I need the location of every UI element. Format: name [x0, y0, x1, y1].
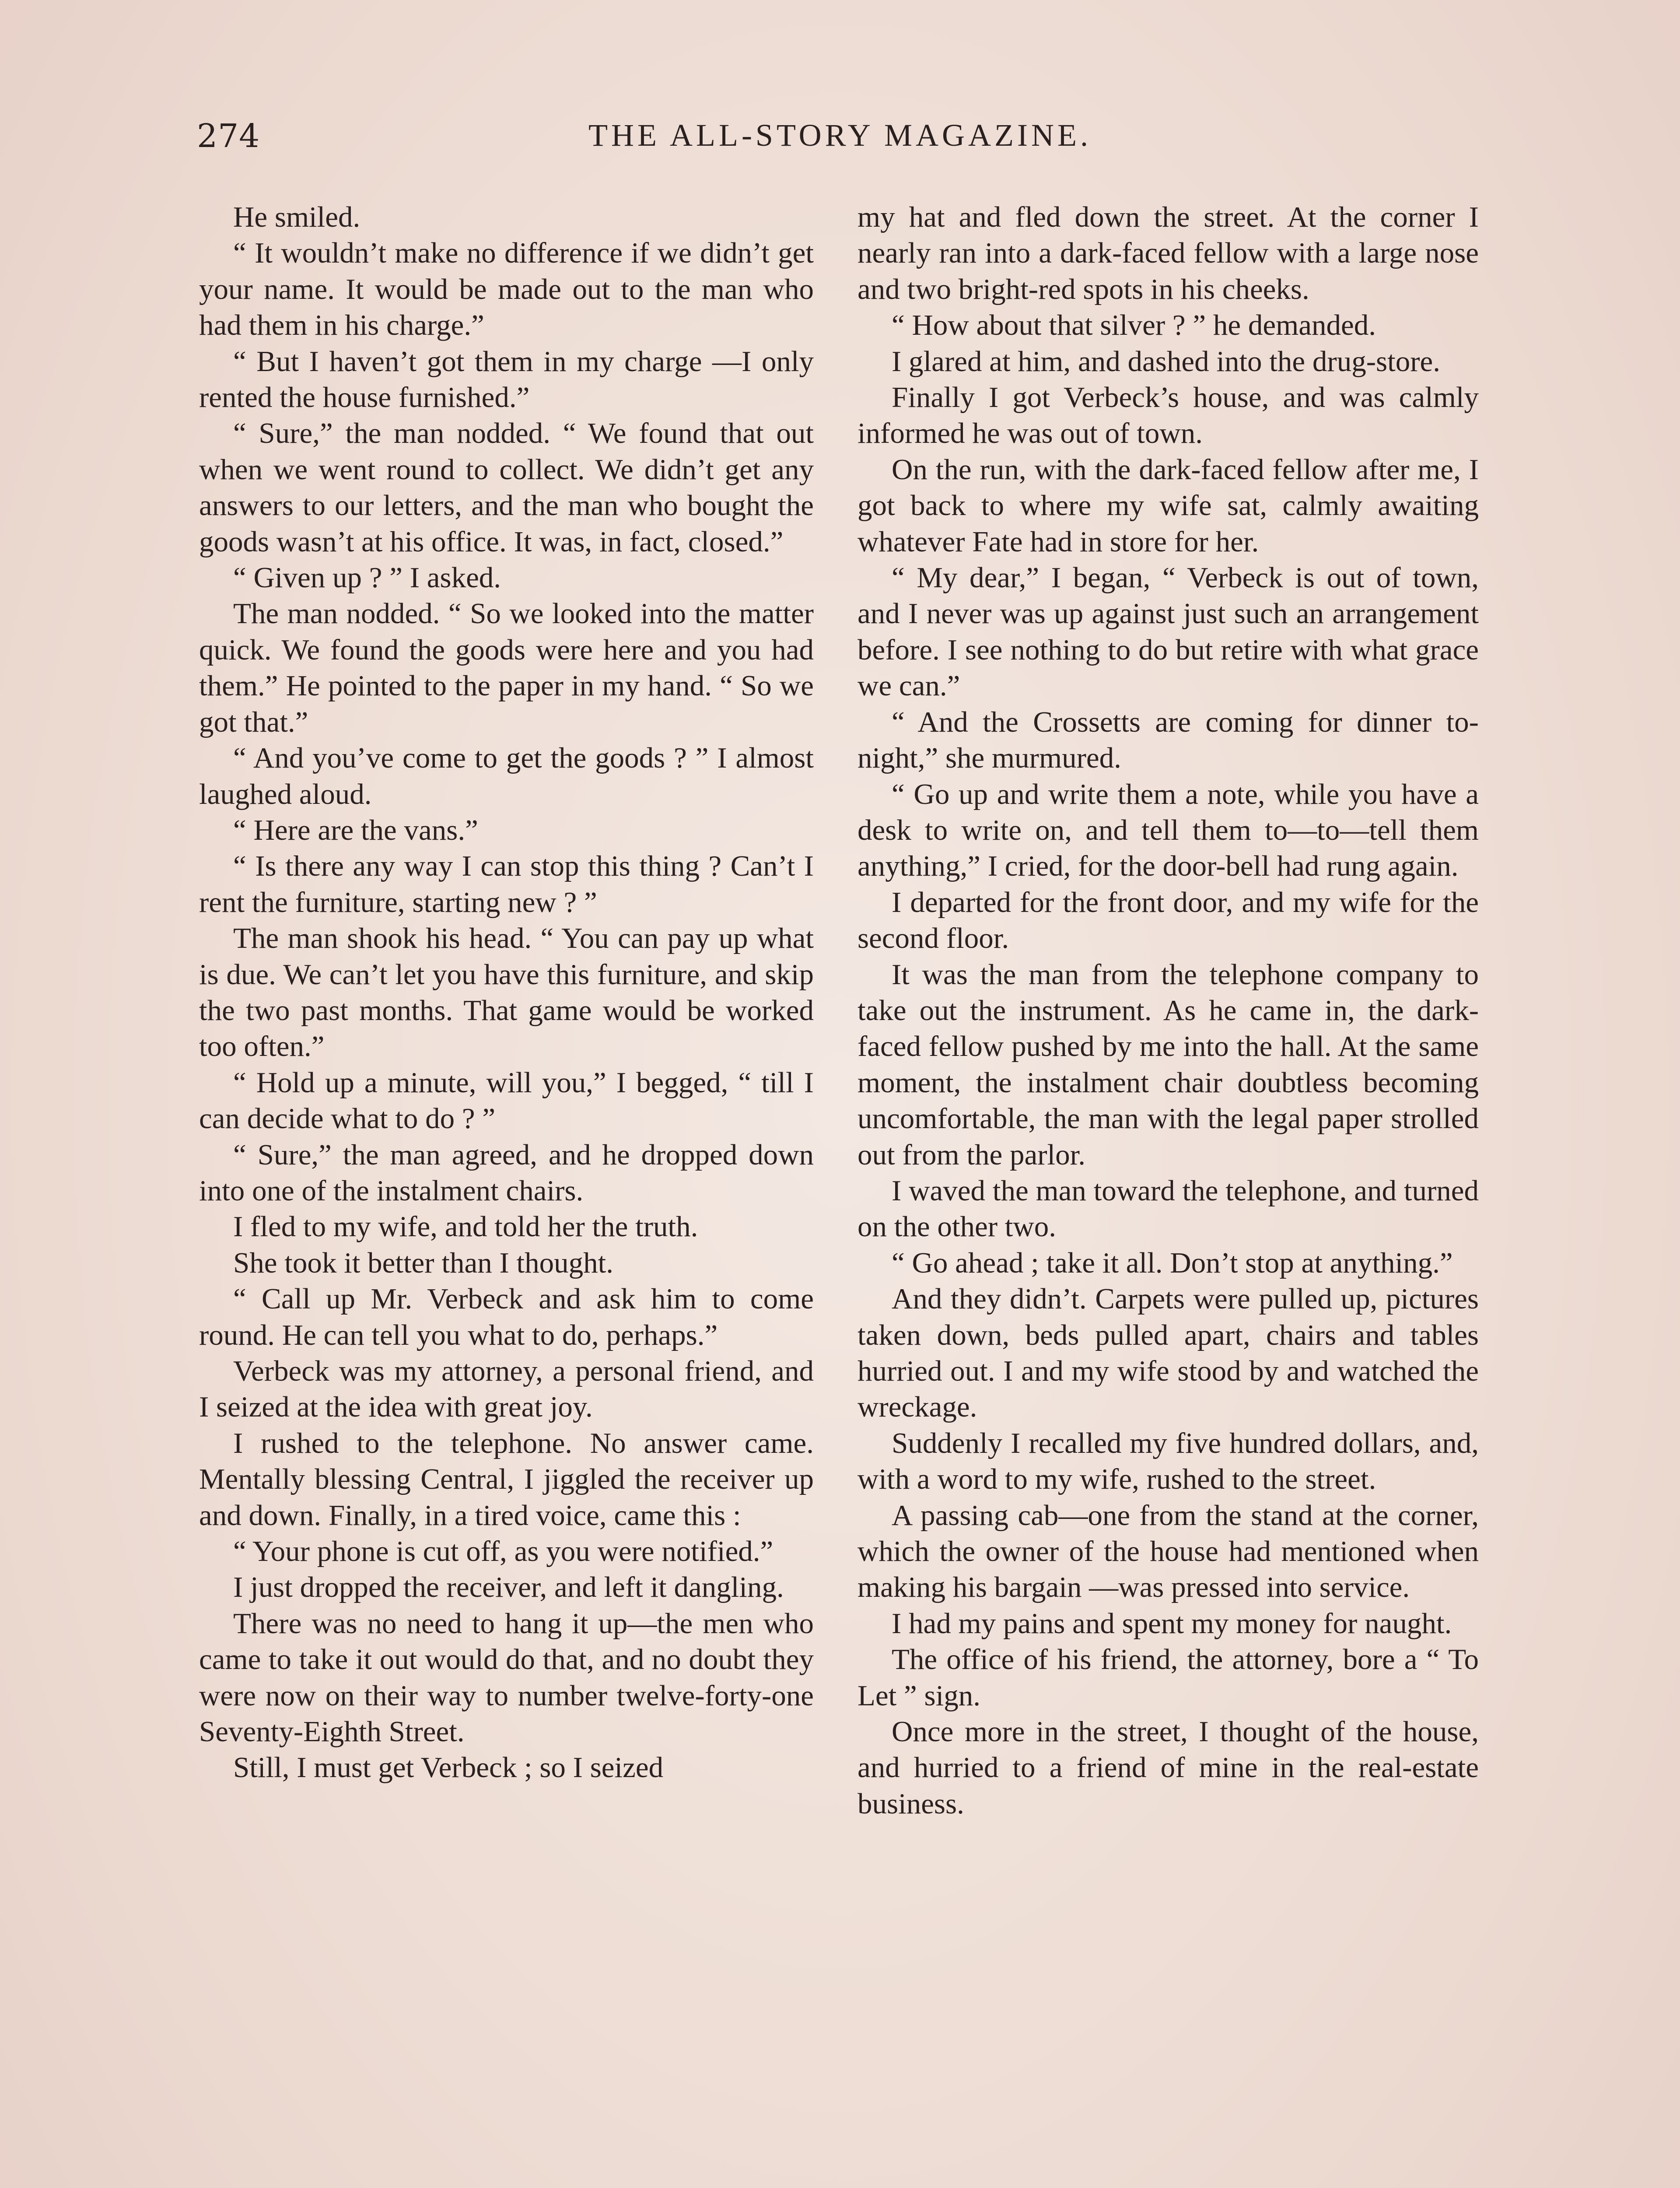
paragraph: And they didn’t. Carpets were pulled up, pictures taken down, beds pulled apart, chairs and tables hurried out. I and my wife stood by and watched the wreckage.: [858, 1283, 1479, 1424]
paragraph: A passing cab—one from the stand at the corner, which the owner of the house had mentioned when making his bargain —was pressed into service.: [858, 1499, 1479, 1604]
paragraph: It was the man from the telephone company to take out the instrument. As he came in, the dark-faced fellow pushed by me into the hall. At the same moment, the instalment chair doubtless becoming uncomfortable, the man with the legal paper strolled out from the parlor.: [858, 958, 1479, 1171]
paragraph: “ My dear,” I began, “ Verbeck is out of town, and I never was up against just such an arrangement before. I see nothing to do but retire with what grace we can.”: [858, 561, 1479, 702]
paragraph: “ Is there any way I can stop this thing ? Can’t I rent the furniture, starting new ? ”: [199, 850, 814, 919]
paragraph: “ And you’ve come to get the goods ? ” I almost laughed aloud.: [199, 742, 814, 810]
paragraph: Suddenly I recalled my five hundred dollars, and, with a word to my wife, rushed to the street.: [858, 1427, 1479, 1496]
paragraph: “ Hold up a minute, will you,” I begged, “ till I can decide what to do ? ”: [199, 1066, 814, 1135]
paragraph: “ Go ahead ; take it all. Don’t stop at anything.”: [892, 1246, 1453, 1279]
paragraph: I rushed to the telephone. No answer came. Mentally blessing Central, I jiggled the receiver up and down. Finally, in a tired voice, came this :: [199, 1427, 814, 1532]
paragraph: On the run, with the dark-faced fellow after me, I got back to where my wife sat, calmly awaiting whatever Fate had in store for her.: [858, 453, 1479, 558]
paragraph: “ But I haven’t got them in my charge —I only rented the house furnished.”: [199, 345, 814, 414]
paragraph: “ How about that silver ? ” he demanded.: [892, 309, 1376, 342]
paragraph: The man shook his head. “ You can pay up what is due. We can’t let you have this furniture, and skip the two past months. That game would be worked too often.”: [199, 922, 814, 1063]
paragraph: I waved the man toward the telephone, and turned on the other two.: [858, 1174, 1479, 1243]
paragraph: “ Sure,” the man nodded. “ We found that out when we went round to collect. We didn’t get any answers to our letters, and the man who bought the goods wasn’t at his office. It was, in fact, closed.”: [199, 417, 814, 558]
paragraph: Finally I got Verbeck’s house, and was calmly informed he was out of town.: [858, 381, 1479, 450]
paragraph: Verbeck was my attorney, a personal friend, and I seized at the idea with great joy.: [199, 1355, 814, 1424]
paragraph: There was no need to hang it up—the men who came to take it out would do that, and no doubt they were now on their way to number twelve-forty-one Seventy-Eighth Street.: [199, 1607, 814, 1748]
paragraph: I fled to my wife, and told her the truth.: [233, 1210, 698, 1243]
running-head: THE ALL-STORY MAGAZINE.: [588, 118, 1092, 153]
paragraph: “ Your phone is cut off, as you were notified.”: [233, 1535, 774, 1568]
paragraph: The man nodded. “ So we looked into the matter quick. We found the goods were here and you had them.” He pointed to the paper in my hand. “ So we got that.”: [199, 597, 814, 738]
paragraph: Still, I must get Verbeck ; so I seized: [233, 1751, 664, 1784]
paragraph: She took it better than I thought.: [233, 1246, 614, 1279]
paragraph: “ Given up ? ” I asked.: [233, 561, 501, 594]
left-text-column: [199, 199, 814, 1786]
page-number: 274: [197, 117, 260, 155]
paragraph: “ Call up Mr. Verbeck and ask him to come round. He can tell you what to do, perhaps.”: [199, 1283, 814, 1351]
paragraph: “ Here are the vans.”: [233, 813, 478, 846]
paragraph: “ It wouldn’t make no difference if we didn’t get your name. It would be made out to the man who had them in his charge.”: [199, 237, 814, 342]
paragraph: “ Sure,” the man agreed, and he dropped down into one of the instalment chairs.: [199, 1138, 814, 1207]
paragraph: “ Go up and write them a note, while you have a desk to write on, and tell them to—to—tell them anything,” I cried, for the door-bell had rung again.: [858, 778, 1479, 883]
paragraph: I just dropped the receiver, and left it dangling.: [233, 1571, 784, 1604]
paragraph: I had my pains and spent my money for naught.: [892, 1607, 1452, 1640]
paragraph: my hat and fled down the street. At the corner I nearly ran into a dark-faced fellow with a large nose and two bright-red spots in his cheeks.: [858, 201, 1479, 305]
paragraph: “ And the Crossetts are coming for dinner to-night,” she murmured.: [858, 705, 1479, 775]
paragraph: I glared at him, and dashed into the drug-store.: [892, 345, 1441, 378]
paragraph: He smiled.: [233, 201, 360, 233]
right-text-column: [858, 199, 1479, 1822]
paragraph: Once more in the street, I thought of the house, and hurried to a friend of mine in the real-estate business.: [858, 1715, 1479, 1820]
paragraph: The office of his friend, the attorney, bore a “ To Let ” sign.: [858, 1643, 1479, 1712]
paragraph: I departed for the front door, and my wife for the second floor.: [858, 886, 1479, 955]
